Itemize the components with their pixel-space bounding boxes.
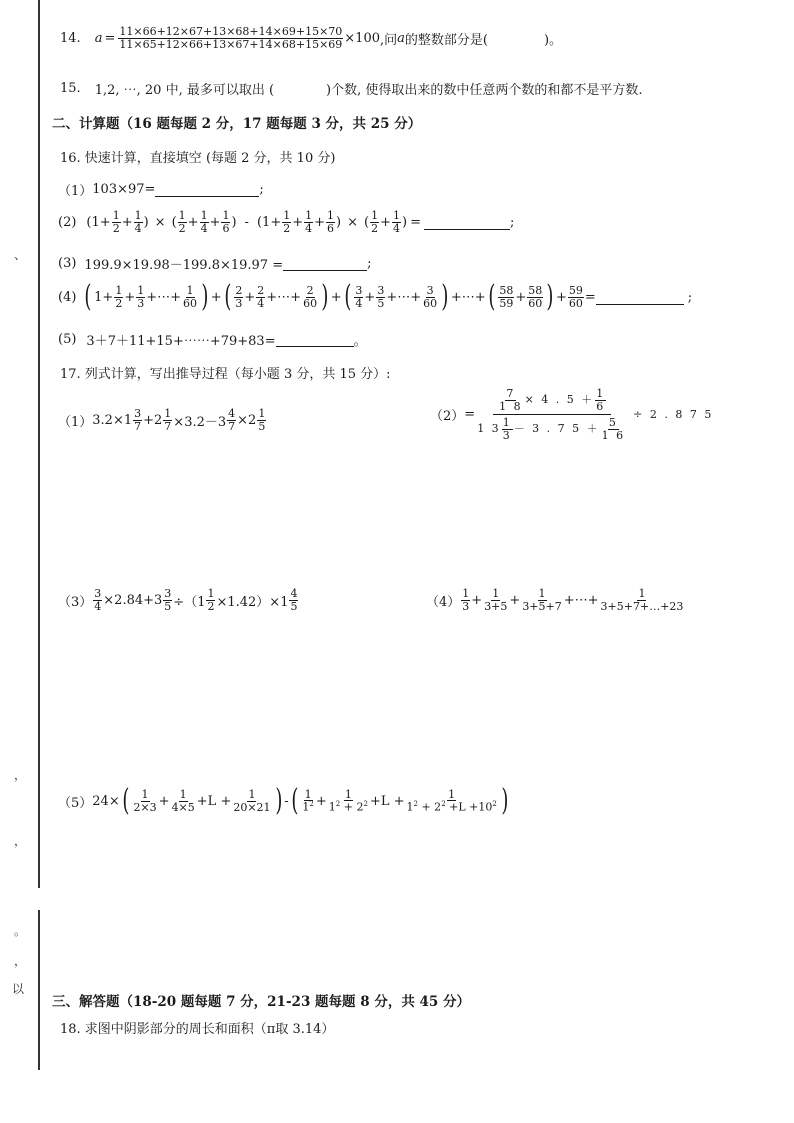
q16-2-label: (2) bbox=[58, 214, 77, 230]
op: = bbox=[584, 289, 596, 305]
big-rparen: ) bbox=[321, 279, 329, 314]
frac-den: $1^2 + 2^2 +L +10^2$ bbox=[406, 800, 497, 814]
frac-1-4 bbox=[304, 210, 313, 234]
frac-den: 1 8 bbox=[499, 399, 523, 413]
num: ÷（1 bbox=[173, 594, 206, 610]
frac-num: 3 bbox=[355, 283, 363, 297]
q17-1-label: （1） bbox=[58, 414, 93, 430]
big-lparen: ( bbox=[224, 279, 232, 314]
section-3-title: 三、解答题（18-20 题每题 7 分，21-23 题每题 8 分，共 45 分） bbox=[52, 994, 471, 1010]
op: + bbox=[380, 214, 391, 230]
frac-den: 20×21 bbox=[233, 800, 271, 814]
frac-num: 3 bbox=[377, 283, 385, 297]
margin-line-top bbox=[38, 0, 40, 888]
q14-number: 14. bbox=[60, 30, 81, 46]
frac-den: 60 bbox=[183, 296, 198, 310]
frac-num: 1 bbox=[186, 283, 194, 297]
lparen: ( bbox=[171, 214, 177, 230]
q16-4-end: ; bbox=[687, 289, 693, 305]
num: ×2 bbox=[237, 412, 257, 428]
frac-58-60 bbox=[527, 285, 543, 309]
q17-2-numerator bbox=[493, 388, 611, 415]
num: 3.2×1 bbox=[92, 412, 133, 428]
op: = bbox=[410, 214, 421, 230]
q14-text-prefix: ,问 bbox=[380, 32, 398, 48]
q16-1-expr: 103×97= bbox=[92, 182, 156, 197]
frac-num: 1 bbox=[222, 209, 230, 222]
num: 1 bbox=[91, 214, 100, 230]
frac-num: 1 bbox=[538, 587, 546, 600]
q16-5-expr: 3＋7＋11+15+⋯⋯+79+83= bbox=[86, 334, 276, 349]
frac-1-4 bbox=[200, 210, 209, 234]
frac-1-1sq-2sq bbox=[328, 789, 369, 814]
question-14 bbox=[60, 26, 562, 50]
q16-1-end: ; bbox=[259, 182, 264, 197]
frac-den: $1^2 + 2^2$ bbox=[328, 800, 368, 814]
frac-den: 60 bbox=[568, 296, 583, 310]
frac-1-sum-23 bbox=[600, 588, 685, 612]
frac-den: 7 bbox=[134, 419, 142, 433]
frac-num: 2 bbox=[306, 283, 314, 297]
lparen: ( bbox=[364, 214, 370, 230]
frac-num: 4 bbox=[228, 407, 236, 420]
frac-num: 58 bbox=[499, 283, 514, 297]
frac-num: 1 bbox=[327, 209, 335, 222]
frac-den: 4 bbox=[257, 296, 265, 310]
frac-den: 3+5+7+…+23 bbox=[600, 599, 684, 613]
frac-num: 1 bbox=[305, 209, 313, 222]
frac-num: 1 bbox=[371, 209, 379, 222]
frac-1-60 bbox=[182, 285, 198, 309]
q16-3-end: ; bbox=[367, 256, 372, 271]
frac-den: 4 bbox=[355, 296, 363, 310]
op: + bbox=[270, 214, 282, 230]
frac-1-4 bbox=[392, 210, 401, 234]
frac-1-5 bbox=[257, 408, 266, 432]
frac-3-7 bbox=[133, 408, 142, 432]
lparen: ( bbox=[86, 214, 92, 230]
side-mark-6: 以 bbox=[12, 982, 25, 996]
question-16-title: 16. 快速计算，直接填空 (每题 2 分，共 10 分) bbox=[60, 151, 336, 166]
op: × bbox=[154, 214, 166, 230]
frac-den: 4 bbox=[305, 221, 313, 235]
op: +L + bbox=[369, 793, 405, 809]
q14-fraction bbox=[118, 26, 343, 50]
big-rparen: ) bbox=[201, 279, 209, 314]
frac-1-sumsq-10 bbox=[406, 789, 498, 814]
big-rparen: ) bbox=[501, 783, 509, 818]
op: +⋯+ bbox=[146, 289, 182, 305]
q17-2-denominator bbox=[476, 415, 628, 441]
frac-num: 1 bbox=[492, 587, 500, 600]
frac-num: 1 bbox=[137, 283, 145, 297]
frac-den: 2 bbox=[178, 221, 186, 235]
frac-num: 2 bbox=[257, 283, 265, 297]
op: × bbox=[347, 214, 359, 230]
frac-num: 1 bbox=[283, 209, 291, 222]
q15-text-b: )个数, 使得取出来的数中任意两个数的和都不是平方数. bbox=[326, 83, 643, 98]
frac-den: 4 bbox=[200, 221, 208, 235]
q17-part-2 bbox=[430, 388, 713, 441]
q17-part-1 bbox=[58, 408, 267, 432]
q16-5-label: (5) bbox=[58, 332, 77, 347]
frac-1-2x3 bbox=[132, 789, 157, 813]
side-mark-5: ， bbox=[14, 954, 27, 968]
op: +⋯+ bbox=[386, 289, 422, 305]
frac-1-6 bbox=[326, 210, 335, 234]
frac-den: 5 bbox=[377, 296, 385, 310]
q16-part-3 bbox=[58, 254, 372, 273]
frac-2-60 bbox=[302, 285, 318, 309]
rparen: ) bbox=[336, 214, 342, 230]
frac-den: 6 bbox=[222, 221, 230, 235]
rparen: ) bbox=[402, 214, 408, 230]
q17-3-label: （3） bbox=[58, 594, 93, 610]
q17-4-label: （4） bbox=[426, 594, 461, 610]
frac-num: 1 bbox=[462, 587, 470, 600]
frac-num: 1 bbox=[134, 209, 142, 222]
frac-num: 1 bbox=[502, 416, 512, 430]
big-lparen: ( bbox=[84, 279, 92, 314]
frac-3-5 bbox=[163, 588, 172, 612]
frac-den: 5 bbox=[290, 599, 298, 613]
frac-num: 7 bbox=[506, 387, 516, 400]
frac-1-2 bbox=[114, 285, 123, 309]
frac-den: 3+5 bbox=[484, 599, 508, 613]
op: + bbox=[244, 289, 256, 305]
frac-den: 2 bbox=[115, 296, 123, 310]
side-mark-2: ， bbox=[14, 768, 27, 782]
q16-5-end: 。 bbox=[353, 334, 367, 349]
frac-den: 2×3 bbox=[133, 800, 157, 814]
frac-num: 1 bbox=[248, 787, 256, 801]
frac-den: 6 bbox=[596, 399, 606, 413]
rparen: ) bbox=[143, 214, 149, 230]
op: +⋯+ bbox=[450, 289, 486, 305]
frac-3-4 bbox=[354, 285, 363, 309]
op: + bbox=[158, 793, 170, 809]
frac-den: 3 bbox=[462, 599, 470, 613]
frac-1-4x5 bbox=[171, 789, 196, 813]
q16-part-2 bbox=[58, 210, 514, 234]
q17-2-big-fraction bbox=[476, 388, 628, 441]
frac-den: 60 bbox=[303, 296, 318, 310]
frac-2-3 bbox=[234, 285, 243, 309]
op: + bbox=[330, 289, 342, 305]
frac-num: 3 bbox=[426, 283, 434, 297]
frac-3-60 bbox=[422, 285, 438, 309]
frac-1-6 bbox=[595, 388, 606, 412]
frac-1-2 bbox=[178, 210, 187, 234]
op: + bbox=[187, 214, 199, 230]
frac-1-2 bbox=[112, 210, 121, 234]
frac-59-60 bbox=[568, 285, 584, 309]
frac-num: 1 bbox=[207, 587, 215, 600]
num: ×3.2－3 bbox=[173, 414, 227, 430]
q14-denominator: 11×65+12×66+13×67+14×68+15×69 bbox=[119, 37, 343, 51]
frac-1-4 bbox=[134, 210, 143, 234]
frac-den: 7 bbox=[164, 419, 172, 433]
frac-den: 3 bbox=[502, 428, 512, 442]
q16-3-answer-blank[interactable] bbox=[283, 256, 367, 271]
frac-den: 2 bbox=[207, 599, 215, 613]
op: + bbox=[121, 214, 133, 230]
q15-number: 15. bbox=[60, 81, 81, 96]
num: × 4 . 5 ＋ bbox=[524, 393, 595, 407]
q16-2-end: ; bbox=[509, 214, 515, 230]
section-2-title: 二、计算题（16 题每题 2 分，17 题每题 3 分，共 25 分） bbox=[52, 116, 422, 132]
side-mark-4: 。 bbox=[14, 924, 27, 938]
op: + bbox=[102, 289, 114, 305]
frac-num: 1 bbox=[344, 787, 352, 801]
frac-den: 5 bbox=[258, 419, 266, 433]
q16-5-answer-blank[interactable] bbox=[276, 332, 354, 347]
frac-1-7 bbox=[163, 408, 172, 432]
frac-den: 59 bbox=[499, 296, 514, 310]
op: + bbox=[509, 592, 521, 608]
frac-den: 4 bbox=[134, 221, 142, 235]
q16-part-1 bbox=[58, 180, 264, 199]
num: 24× bbox=[92, 793, 120, 809]
q17-part-3 bbox=[58, 588, 299, 612]
frac-den: 3 bbox=[137, 296, 145, 310]
frac-num: 59 bbox=[568, 283, 583, 297]
frac-3-5 bbox=[376, 285, 385, 309]
q14-text-suffix: 的整数部分是( bbox=[404, 32, 488, 48]
question-18: 18. 求图中阴影部分的周长和面积（π取 3.14） bbox=[60, 1022, 335, 1037]
q14-var: a bbox=[94, 30, 103, 46]
frac-den: 4×5 bbox=[171, 800, 195, 814]
q16-part-4 bbox=[58, 279, 693, 314]
frac-1-3 bbox=[461, 588, 470, 612]
op: + bbox=[364, 289, 376, 305]
q16-1-answer-blank[interactable] bbox=[155, 182, 259, 197]
question-17-title: 17. 列式计算，写出推导过程（每小题 3 分，共 15 分）: bbox=[60, 367, 391, 382]
frac-58-59 bbox=[498, 285, 514, 309]
frac-den: 2 bbox=[371, 221, 379, 235]
q16-3-label: (3) bbox=[58, 256, 77, 271]
big-rparen: ) bbox=[274, 783, 282, 818]
frac-num: 1 bbox=[596, 387, 606, 400]
q15-text-a: 1,2, ⋯, 20 中, 最多可以取出 ( bbox=[94, 83, 275, 98]
op: + bbox=[515, 289, 527, 305]
frac-1-1sq bbox=[301, 789, 314, 814]
frac-num: 1 bbox=[115, 283, 123, 297]
frac-num: 1 bbox=[393, 209, 400, 222]
num: ×2.84+3 bbox=[103, 592, 163, 608]
frac-den: 4 bbox=[393, 221, 400, 235]
frac-1-3p5p7 bbox=[521, 588, 562, 612]
frac-num: 1 bbox=[164, 407, 172, 420]
frac-num: 1 bbox=[179, 787, 187, 801]
big-rparen: ) bbox=[546, 279, 554, 314]
frac-den: 1 6 bbox=[601, 428, 626, 442]
num: 1 3 bbox=[477, 422, 501, 436]
q14-close: )。 bbox=[543, 32, 563, 48]
frac-1-6 bbox=[221, 210, 230, 234]
q16-1-label: （1） bbox=[58, 184, 93, 199]
op: + bbox=[99, 214, 111, 230]
lparen: ( bbox=[256, 214, 263, 230]
frac-num: 3 bbox=[134, 407, 142, 420]
op: + bbox=[209, 214, 221, 230]
frac-num: 1 bbox=[448, 787, 456, 801]
frac-den: 60 bbox=[423, 296, 438, 310]
frac-5-16 bbox=[601, 417, 627, 441]
frac-1-20x21 bbox=[232, 789, 271, 813]
op: - bbox=[244, 214, 249, 230]
q16-2-answer-blank[interactable] bbox=[424, 215, 510, 230]
frac-den: 2 bbox=[112, 221, 120, 235]
side-mark-3: ， bbox=[14, 834, 27, 848]
big-lparen: ( bbox=[487, 279, 496, 314]
frac-num: 3 bbox=[164, 587, 172, 600]
frac-1-3p5 bbox=[483, 588, 508, 612]
q16-3-expr: 199.9×19.98－199.8×19.97 = bbox=[84, 258, 284, 273]
frac-num: 5 bbox=[608, 416, 618, 430]
frac-den: 3 bbox=[235, 296, 243, 310]
frac-7-18 bbox=[498, 388, 524, 412]
frac-num: 1 bbox=[258, 407, 266, 420]
q17-5-label: （5） bbox=[58, 795, 93, 811]
frac-1-2 bbox=[282, 210, 291, 234]
op: + bbox=[315, 793, 327, 809]
num: +2 bbox=[143, 412, 163, 428]
frac-num: 1 bbox=[638, 587, 646, 600]
q17-2-label: （2） bbox=[430, 409, 465, 425]
frac-num: 2 bbox=[235, 283, 243, 297]
frac-1-3 bbox=[136, 285, 145, 309]
frac-1-2 bbox=[370, 210, 379, 234]
frac-4-7 bbox=[227, 408, 236, 432]
op: + bbox=[314, 214, 326, 230]
frac-3-4 bbox=[93, 588, 102, 612]
frac-num: 58 bbox=[528, 283, 543, 297]
q17-part-4 bbox=[426, 588, 685, 612]
frac-den: 7 bbox=[228, 419, 236, 433]
op: - bbox=[284, 793, 289, 809]
q14-eq: = bbox=[104, 30, 116, 46]
frac-2-4 bbox=[256, 285, 265, 309]
frac-num: 1 bbox=[178, 209, 186, 222]
q16-4-label: (4) bbox=[58, 289, 77, 305]
q17-2-tail: ÷ 2 . 8 7 5 bbox=[633, 408, 714, 422]
margin-line-bottom bbox=[38, 910, 40, 1070]
op: + bbox=[292, 214, 304, 230]
op: + bbox=[210, 289, 222, 305]
frac-1-2 bbox=[206, 588, 215, 612]
rparen: ) bbox=[231, 214, 237, 230]
big-lparen: ( bbox=[122, 783, 130, 818]
big-lparen: ( bbox=[344, 279, 352, 314]
frac-num: 4 bbox=[290, 587, 298, 600]
frac-num: 1 bbox=[141, 787, 149, 801]
frac-den: 6 bbox=[327, 221, 335, 235]
q17-part-5 bbox=[58, 783, 511, 818]
q14-numerator: 11×66+12×67+13×68+14×69+15×70 bbox=[119, 25, 343, 38]
op: + bbox=[471, 592, 483, 608]
num: ×1.42）×1 bbox=[216, 594, 289, 610]
num: － 3 . 7 5 ＋ bbox=[513, 422, 600, 436]
frac-num: 1 bbox=[304, 787, 312, 801]
q14-text-var: a bbox=[397, 30, 405, 46]
q14-times100: ×100 bbox=[344, 30, 380, 46]
frac-den: 60 bbox=[528, 296, 543, 310]
frac-4-5 bbox=[289, 588, 298, 612]
num: 1 bbox=[94, 289, 103, 305]
big-rparen: ) bbox=[441, 279, 449, 314]
question-15 bbox=[60, 79, 643, 98]
op: +L + bbox=[196, 793, 232, 809]
op: +⋯+ bbox=[563, 592, 599, 608]
q16-4-answer-blank[interactable] bbox=[596, 290, 684, 305]
frac-num: 1 bbox=[200, 209, 208, 222]
num: 1 bbox=[262, 214, 271, 230]
frac-den: 3+5+7 bbox=[522, 599, 562, 613]
frac-den: 5 bbox=[164, 599, 172, 613]
big-lparen: ( bbox=[291, 783, 299, 818]
op: + bbox=[555, 289, 567, 305]
op: +⋯+ bbox=[266, 289, 302, 305]
frac-1-3 bbox=[502, 417, 513, 441]
op: + bbox=[124, 289, 136, 305]
frac-num: 1 bbox=[112, 209, 120, 222]
side-mark-1: 、 bbox=[14, 248, 27, 262]
q16-part-5 bbox=[58, 330, 367, 349]
op: = bbox=[464, 407, 476, 423]
frac-den: 2 bbox=[283, 221, 291, 235]
frac-num: 3 bbox=[94, 587, 102, 600]
frac-den: $1^2$ bbox=[302, 800, 314, 814]
frac-den: 4 bbox=[94, 599, 102, 613]
